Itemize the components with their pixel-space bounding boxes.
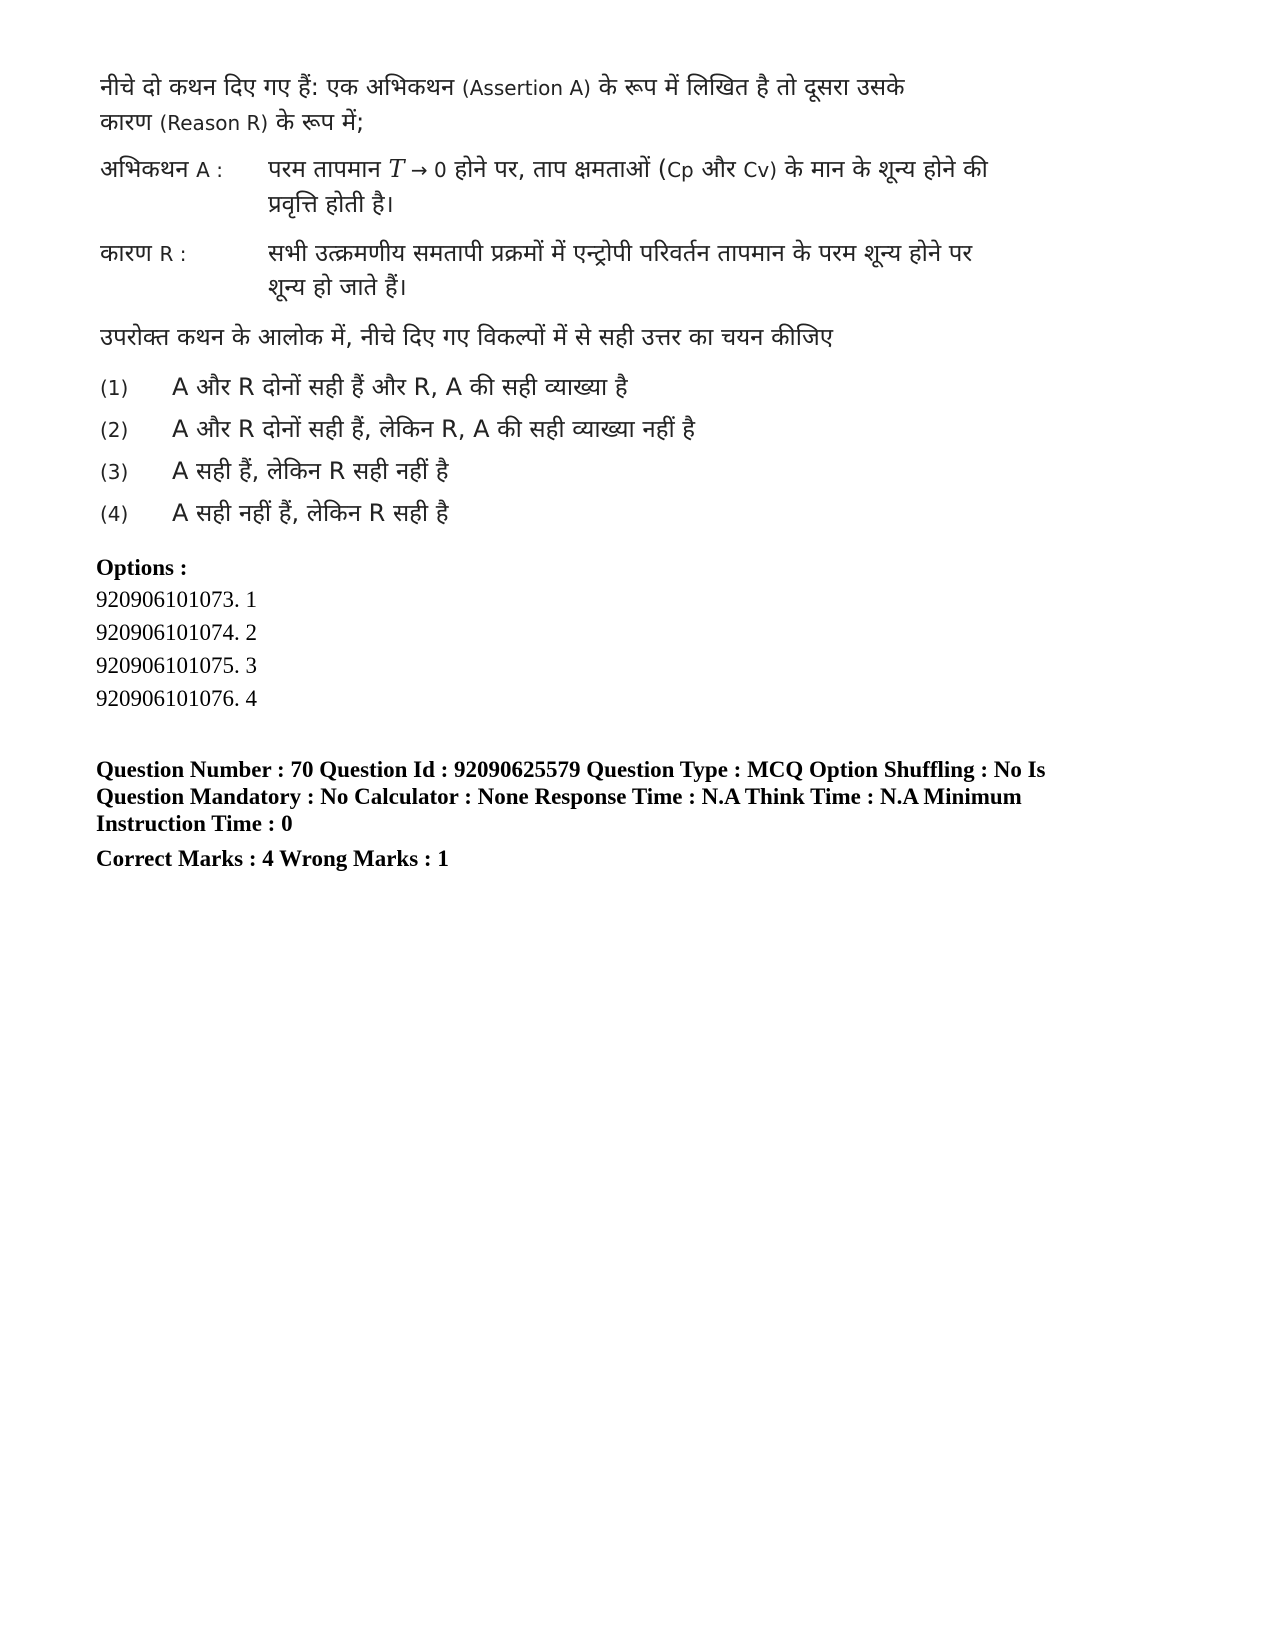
reason-label-hi: कारण [100, 239, 160, 267]
question-info-line: Question Mandatory : No Calculator : None Response Time : N.A Think Time : N.A Minimum [96, 784, 1022, 809]
assertion-segment: होने पर, ताप क्षमताओं ( [446, 155, 668, 183]
choice-text: A और R दोनों सही हैं और R, A की सही व्याख्या है [172, 373, 628, 401]
question-intro [100, 70, 1000, 140]
option-item: 920906101073. 1 [96, 587, 257, 612]
intro-text: के रूप में लिखित है तो दूसरा उसके [590, 73, 905, 101]
assertion-label [100, 152, 223, 187]
question-info-line: Instruction Time : 0 [96, 811, 293, 836]
option-item: 920906101076. 4 [96, 686, 257, 711]
intro-text-english: (Reason R) [159, 111, 269, 135]
choice-2 [100, 412, 695, 447]
choice-text: A और R दोनों सही हैं, लेकिन R, A की सही व्याख्या नहीं है [172, 415, 696, 443]
choice-text: A सही नहीं हैं, लेकिन R सही है [172, 499, 449, 527]
intro-text-english: (Assertion A) [461, 76, 591, 100]
reason-label [100, 236, 186, 271]
assertion-math: T [388, 155, 405, 183]
assertion-arrow: → 0 [404, 158, 447, 182]
question-instruction: उपरोक्त कथन के आलोक में, नीचे दिए गए विकल्पों में से सही उत्तर का चयन कीजिए [100, 323, 834, 351]
option-item: 920906101075. 3 [96, 653, 257, 678]
reason-text [268, 236, 1068, 304]
option-item: 920906101074. 2 [96, 620, 257, 645]
reason-line-2: शून्य हो जाते हैं। [268, 273, 407, 301]
intro-line-1 [100, 70, 1000, 105]
choice-3 [100, 454, 449, 489]
choice-text: A सही हैं, लेकिन R सही नहीं है [172, 457, 449, 485]
choice-number: (2) [100, 418, 129, 442]
reason-label-en: R : [159, 242, 187, 266]
choice-number: (3) [100, 460, 129, 484]
choice-4 [100, 496, 449, 531]
assertion-text [268, 152, 1068, 221]
assertion-segment: और [693, 155, 744, 183]
assertion-cp: Cp [667, 158, 694, 182]
assertion-label-hi: अभिकथन [100, 155, 197, 183]
assertion-segment: के मान के शून्य होने की [777, 155, 988, 183]
intro-text: कारण [100, 108, 160, 136]
assertion-line-1 [268, 152, 1068, 187]
intro-text: नीचे दो कथन दिए गए हैं: एक अभिकथन [100, 73, 462, 101]
question-info [96, 756, 1096, 837]
choice-number: (4) [100, 502, 129, 526]
assertion-label-en: A : [196, 158, 223, 182]
assertion-segment: परम तापमान [268, 155, 389, 183]
intro-line-2 [100, 105, 1000, 140]
reason-line-1: सभी उत्क्रमणीय समतापी प्रक्रमों में एन्ट्रोपी परिवर्तन तापमान के परम शून्य होने पर [268, 239, 973, 267]
assertion-cv: Cv) [743, 158, 778, 182]
choice-number: (1) [100, 376, 129, 400]
question-info-line: Question Number : 70 Question Id : 92090625579 Question Type : MCQ Option Shuffling : No Is [96, 757, 1046, 782]
choice-1 [100, 370, 628, 405]
question-image [96, 66, 1096, 556]
marks-info: Correct Marks : 4 Wrong Marks : 1 [96, 846, 449, 871]
intro-text: के रूप में; [268, 108, 365, 136]
options-heading: Options : [96, 555, 188, 580]
assertion-line-2: प्रवृत्ति होती है। [268, 190, 394, 218]
